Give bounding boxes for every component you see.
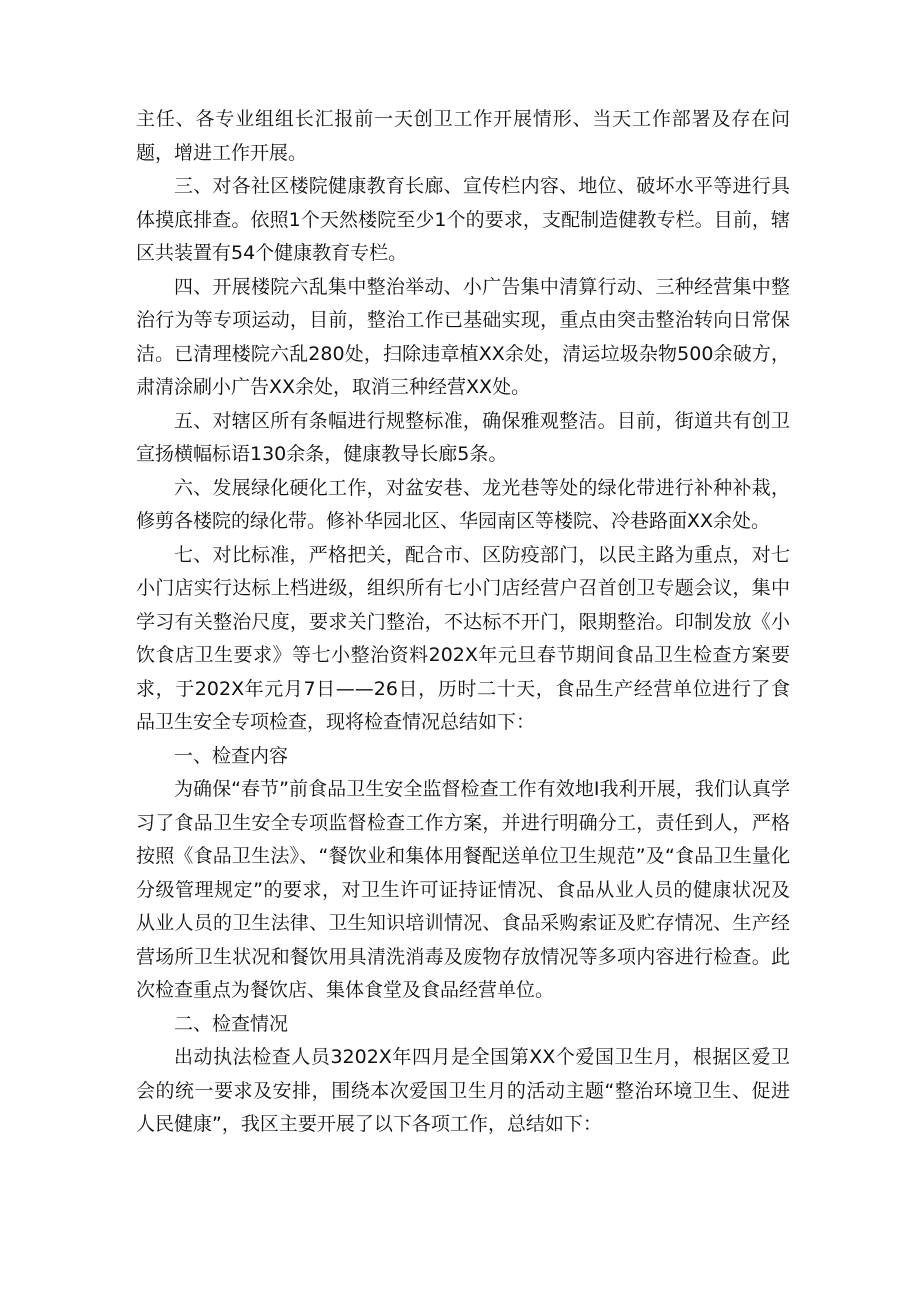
paragraph-item-six: 六、发展绿化硬化工作，对盆安巷、龙光巷等处的绿化带进行补种补栽，修剪各楼院的绿化带。修补华园北区、华园南区等楼院、冷巷路面XX余处。 [136, 476, 790, 532]
paragraph-item-three: 三、对各社区楼院健康教育长廊、宣传栏内容、地位、破坏水平等进行具体摸底排查。依照1个天然楼院至少1个的要求，支配制造健教专栏。目前，辖区共装置有54个健康教育专栏。 [136, 175, 790, 264]
section-heading-inspection-status: 二、检查情况 [174, 1012, 289, 1035]
paragraph-item-seven: 七、对比标准，严格把关，配合市、区防疫部门，以民主路为重点，对七小门店实行达标上档进级，组织所有七小门店经营户召首创卫专题会议，集中学习有关整治尺度，要求关门整治，不达标不开门，限期整治。印制发放《小饮食店卫生要求》等七小整治资料202X年元旦春节期间食品卫生检查方案要求，于202X年元月7日——26日，历时二十天，食品生产经营单位进行了食品卫生安全专项检查，现将检查情况总结如下： [136, 543, 790, 733]
paragraph-inspection-content: 为确保“春节”前食品卫生安全监督检查工作有效地I我利开展，我们认真学习了食品卫生安全专项监督检查工作方案，并进行明确分工，责任到人，严格按照《食品卫生法》、“餐饮业和集体用餐配送单位卫生规范”及“食品卫生量化分级管理规定”的要求，对卫生许可证持证情况、食品从业人员的健康状况及从业人员的卫生法律、卫生知识培训情况、食品采购索证及贮存情况、生产经营场所卫生状况和餐饮用具清洗消毒及废物存放情况等多项内容进行检查。此次检查重点为餐饮店、集体食堂及食品经营单位。 [136, 778, 790, 1001]
paragraph-item-four: 四、开展楼院六乱集中整治举动、小广告集中清算行动、三种经营集中整治行为等专项运动，目前，整治工作已基础实现，重点由突击整治转向日常保洁。已清理楼院六乱280处，扫除违章植XX余处，清运垃圾杂物500余破方，肃清涂刷小广告XX余处，取消三种经营XX处。 [136, 275, 790, 398]
paragraph-item-five: 五、对辖区所有条幅进行规整标准，确保雅观整洁。目前，街道共有创卫宣扬横幅标语130余条，健康教导长廊5条。 [136, 409, 790, 465]
paragraph-report-meeting: 主任、各专业组组长汇报前一天创卫工作开展情形、当天工作部署及存在问题，增进工作开展。 [136, 108, 790, 164]
document-body [136, 103, 790, 1142]
paragraph-inspection-status: 出动执法检查人员3202X年四月是全国第XX个爱国卫生月，根据区爱卫会的统一要求及安排，围绕本次爱国卫生月的活动主题“整治环境卫生、促进人民健康”，我区主要开展了以下各项工作，总结如下： [136, 1046, 790, 1135]
section-heading-inspection-content: 一、检查内容 [174, 744, 289, 767]
